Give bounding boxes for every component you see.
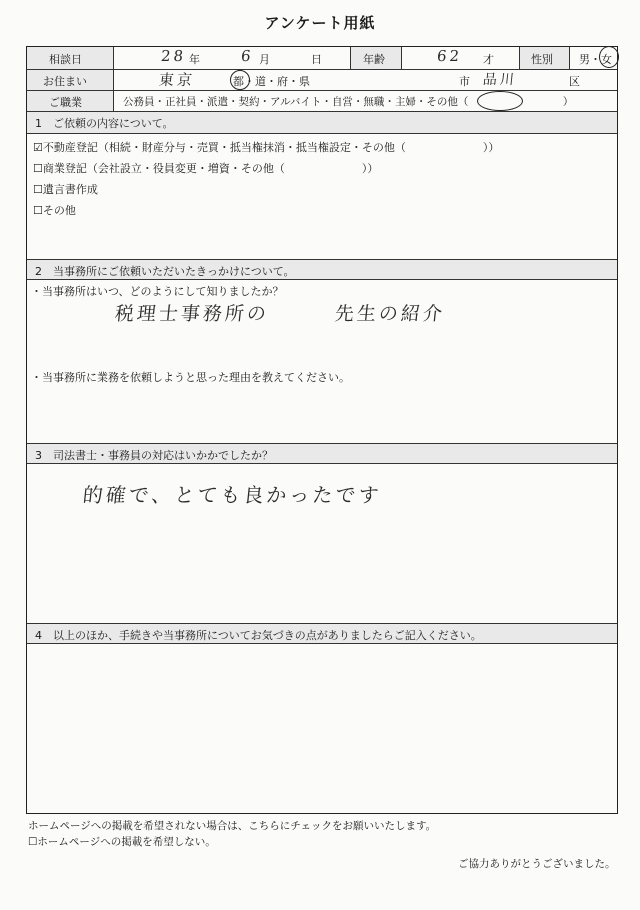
- address-label: お住まい: [43, 75, 87, 88]
- col-divider: [519, 47, 520, 69]
- month-label: 月: [259, 53, 270, 66]
- section-divider: [27, 443, 617, 444]
- handwritten-year: 28: [160, 47, 188, 65]
- footer-note: ホームページへの掲載を希望されない場合は、こちらにチェックをお願いいたします。: [28, 820, 437, 832]
- section-divider: [27, 259, 617, 260]
- section-divider: [27, 643, 617, 644]
- job-selection-circle: [477, 91, 523, 111]
- section-divider: [27, 279, 617, 280]
- col-divider: [113, 47, 114, 111]
- day-label: 日: [311, 53, 322, 66]
- col-divider: [350, 47, 351, 69]
- gender-selection-circle: [599, 46, 619, 68]
- handwritten-ward: 品川: [482, 72, 518, 88]
- gender-options: 男・女: [579, 53, 612, 66]
- question-reason: ・当事務所に業務を依頼しようと思った理由を教えてください。: [31, 371, 350, 384]
- handwritten-prefecture: 東京: [158, 71, 196, 89]
- age-unit: 才: [483, 53, 494, 66]
- handwritten-month: 6: [240, 47, 255, 65]
- prefecture-options: 都・道・府・県: [233, 75, 310, 88]
- handwritten-age: 62: [436, 47, 464, 65]
- ward-label: 区: [569, 75, 580, 88]
- section-divider: [27, 623, 617, 624]
- age-label: 年齢: [363, 53, 385, 66]
- request-item-other[interactable]: ☐その他: [33, 204, 76, 217]
- year-label: 年: [189, 53, 200, 66]
- job-label: ご職業: [49, 96, 82, 109]
- prefecture-selection-circle: [230, 70, 250, 90]
- handwritten-impression: 的確で、とても良かったです: [81, 483, 383, 507]
- no-publish-checkbox[interactable]: ☐ホームページへの掲載を希望しない。: [28, 836, 216, 848]
- request-item-real-estate[interactable]: ☑不動産登記（相続・財産分与・売買・抵当権抹消・抵当権設定・その他（ ））: [33, 141, 500, 154]
- form-title: アンケート用紙: [264, 14, 376, 32]
- job-options: 公務員・正社員・派遣・契約・アルバイト・自営・無職・主婦・その他（ ）: [123, 96, 574, 108]
- question-how-found: ・当事務所はいつ、どのようにして知りましたか？: [31, 285, 284, 298]
- request-item-will[interactable]: ☐遺言書作成: [33, 183, 98, 196]
- section3-heading: 3 司法書士・事務員の対応はいかかでしたか？: [35, 449, 273, 462]
- survey-sheet: [26, 46, 618, 814]
- gender-label: 性別: [531, 53, 553, 66]
- consult-date-label: 相談日: [49, 53, 82, 66]
- row-divider: [27, 69, 617, 70]
- section4-heading: 4 以上のほか、手続きや当事務所についてお気づきの点がありましたらご記入ください。: [35, 629, 482, 642]
- request-item-commercial[interactable]: ☐商業登記（会社設立・役員変更・増資・その他（ ））: [33, 162, 379, 175]
- section-divider: [27, 463, 617, 464]
- row-divider: [27, 111, 617, 112]
- col-divider: [401, 47, 402, 69]
- section2-heading: 2 当事務所にご依頼いただいたきっかけについて。: [35, 265, 295, 278]
- thanks-message: ご協力ありがとうございました。: [458, 858, 616, 870]
- col-divider: [569, 47, 570, 69]
- section1-heading: 1 ご依頼の内容について。: [35, 117, 174, 130]
- city-label: 市: [459, 75, 470, 88]
- row-divider: [27, 133, 617, 134]
- handwritten-referral: 税理士事務所の 先生の紹介: [113, 303, 447, 325]
- row-divider: [27, 90, 617, 91]
